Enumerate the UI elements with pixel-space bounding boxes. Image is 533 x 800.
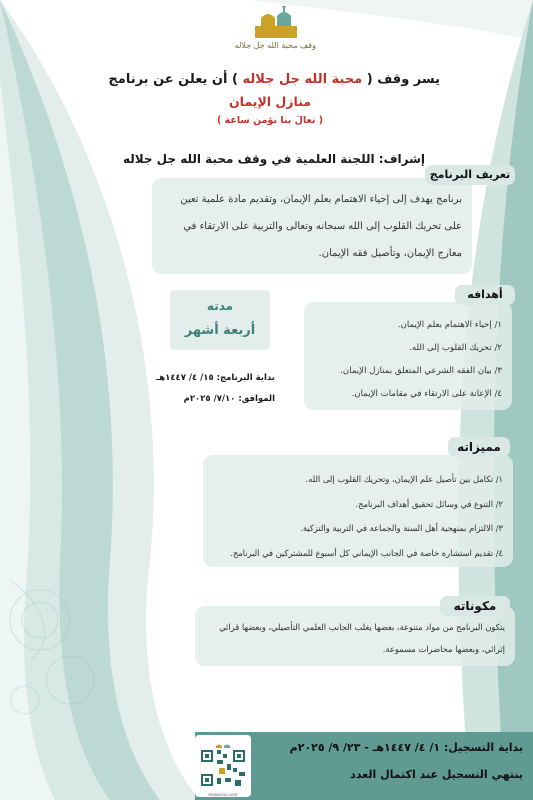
headline-highlight: محبة الله جل جلاله	[242, 72, 363, 87]
goals-box	[304, 302, 512, 410]
duration-panel	[170, 290, 270, 350]
duration-value: أربعة أشهر	[184, 323, 256, 338]
supervision-line: إشراف: اللجنة العلمية في وقف محبة الله جل جلاله	[122, 152, 425, 166]
registration-start: بداية التسجيل: ١/ ٤/ ١٤٤٧هـ - ٢٣/ ٩/ ٢٠٢٥م	[289, 741, 523, 754]
qr-handle: @MHABATALLAH	[208, 793, 238, 797]
feature-item: ١/ تكامل بين تأصيل علم الإيمان، وتحريك القلوب إلى الله.	[305, 474, 503, 484]
feature-item: ٤/ تقديم استشارة خاصة في الجانب الإيماني كل أسبوع للمشتركين في البرنامج.	[230, 547, 503, 558]
announcement-headline	[110, 72, 440, 87]
feature-item: ٣/ الالتزام بمنهجية أهل السنة والجماعة في التربية والتزكية.	[300, 523, 503, 533]
headline-part1: يسر وقف (	[366, 72, 440, 87]
definition-box	[152, 178, 472, 274]
duration-label: مدته	[206, 299, 234, 313]
goal-item: ١/ إحياء الاهتمام بعلم الإيمان.	[397, 320, 502, 330]
components-text: يتكون البرنامج من مواد متنوعة، بعضها يغلب الجانب العلمي التأصيلي، وبعضها قرائي إثرائي، وبعضها محاضرات مسموعة.	[219, 622, 505, 654]
definition-heading: تعريف البرنامج	[425, 165, 515, 185]
organization-logo	[236, 6, 316, 64]
components-heading: مكوناته	[440, 596, 510, 616]
goal-item: ٤/ الإعانة على الارتقاء في مقامات الإيمان.	[351, 389, 502, 399]
definition-text: برنامج يهدف إلى إحياء الاهتمام بعلم الإيمان، وتقديم مادة علمية تعين على تحريك القلوب إلى الله سبحانه وتعالى والتربية على الارتقاء في معارج الإيمان، وتأصيل فقه الإيمان.	[180, 194, 462, 259]
logo-icon	[253, 6, 299, 40]
logo-caption: وقف محبة الله جل جلاله	[234, 41, 316, 50]
feature-item: ٢/ التنوع في وسائل تحقيق أهداف البرنامج.	[355, 498, 503, 509]
features-heading: مميزاته	[448, 437, 510, 457]
mini-logo-icon	[199, 738, 247, 748]
registration-end: ينتهي التسجيل عند اكتمال العدد	[350, 768, 523, 781]
goal-item: ٣/ بيان الفقه الشرعي المتعلق بمنازل الإيمان.	[340, 366, 502, 376]
features-box	[203, 455, 513, 567]
qr-code-icon	[199, 748, 247, 788]
program-start-gregorian: الموافق: ٧/١٠/ ٢٠٢٥م	[183, 394, 275, 404]
headline-part2: ) أن يعلن عن برنامج	[108, 72, 238, 87]
qr-code-card[interactable]	[195, 735, 251, 797]
program-slogan: ( تعالَ بنا نؤمن ساعة )	[216, 115, 324, 126]
goal-item: ٢/ تحريك القلوب إلى الله.	[409, 343, 502, 353]
goals-heading: أهدافه	[455, 285, 515, 305]
program-start-date: بداية البرنامج: ١٥/ ٤/ ١٤٤٧هـ	[156, 373, 275, 383]
program-name: منازل الإيمان	[229, 94, 311, 109]
